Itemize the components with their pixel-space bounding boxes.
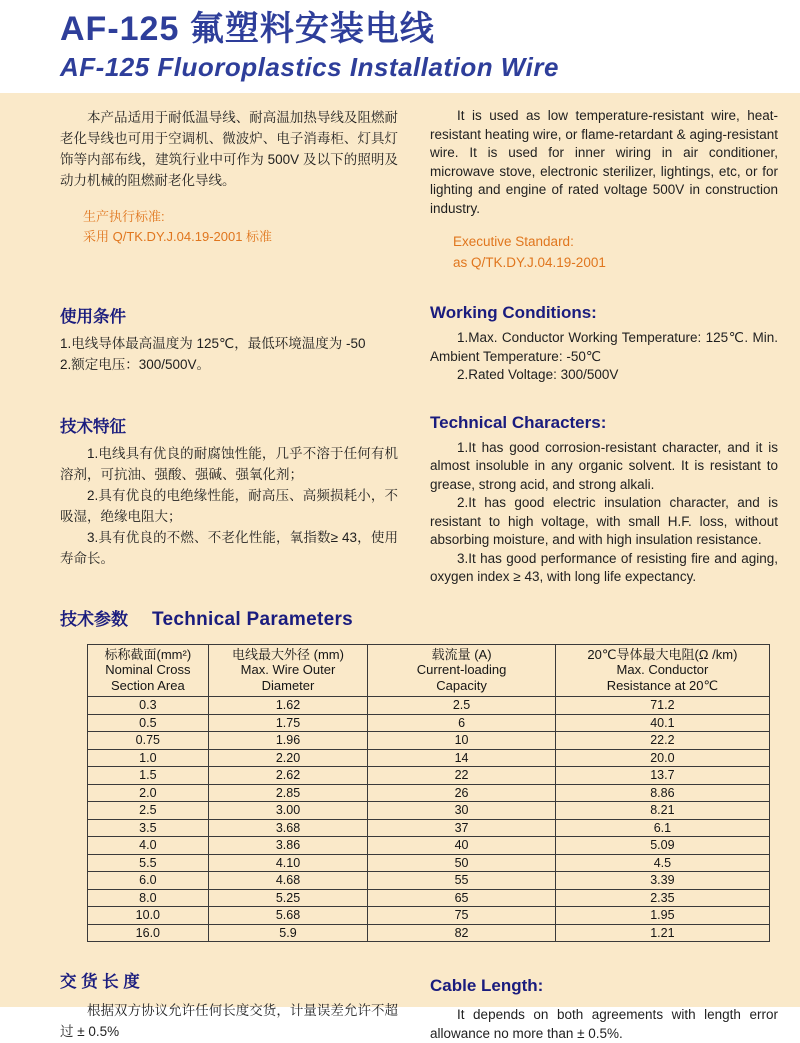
table-cell: 8.21 — [555, 802, 769, 820]
technical-characters-item-zh: 1.电线具有优良的耐腐蚀性能，几乎不溶于任何有机溶剂，可抗油、强酸、强碱、强氧化剂； — [60, 445, 398, 482]
working-conditions-en — [430, 303, 778, 385]
standard-label-en: Executive Standard: — [453, 234, 574, 249]
table-cell: 50 — [368, 854, 556, 872]
table-cell: 16.0 — [88, 924, 209, 942]
table-row — [88, 837, 770, 855]
intro-paragraph-zh: 本产品适用于耐低温导线、耐高温加热导线及阻燃耐老化导线也可用于空调机、微波炉、电子消毒柜、灯具灯饰等内部布线，建筑行业中可作为 500V 及以下的照明及动力机械的阻燃耐老化导线。 — [60, 110, 398, 188]
table-cell: 3.86 — [208, 837, 368, 855]
technical-characters-item-en: 3.It has good performance of resisting fire and aging, oxygen index ≥ 43, with long life expectancy. — [430, 550, 778, 584]
table-cell: 4.68 — [208, 872, 368, 890]
page-header — [0, 0, 800, 93]
working-conditions-section — [0, 303, 800, 385]
intro-en-column — [430, 107, 778, 273]
table-row — [88, 802, 770, 820]
table-cell: 3.5 — [88, 819, 209, 837]
technical-characters-heading-en: Technical Characters: — [430, 412, 607, 432]
table-cell: 65 — [368, 889, 556, 907]
standard-value-en: as Q/TK.DY.J.04.19-2001 — [453, 255, 606, 270]
cable-length-section — [0, 968, 800, 1043]
table-row — [88, 714, 770, 732]
table-cell: 10 — [368, 732, 556, 750]
technical-characters-item-en: 2.It has good electric insulation character, and is resistant to high voltage, with small H.F. loss, without absorbing moisture, and with high insulation resistance. — [430, 495, 778, 547]
page-title-zh: AF-125 氟塑料安装电线 — [60, 10, 435, 48]
working-conditions-item-en: 2.Rated Voltage: 300/500V — [457, 367, 619, 382]
parameters-table-header-row — [88, 644, 770, 697]
table-cell: 40.1 — [555, 714, 769, 732]
table-cell: 3.68 — [208, 819, 368, 837]
working-conditions-heading-zh: 使用条件 — [60, 308, 126, 326]
table-cell: 4.0 — [88, 837, 209, 855]
table-cell: 2.5 — [368, 697, 556, 715]
working-conditions-zh — [60, 303, 398, 375]
technical-characters-section — [0, 413, 800, 587]
cable-length-en — [430, 968, 778, 1043]
table-cell: 6.0 — [88, 872, 209, 890]
technical-characters-en — [430, 413, 778, 587]
table-cell: 5.09 — [555, 837, 769, 855]
table-cell: 1.95 — [555, 907, 769, 925]
table-cell: 26 — [368, 784, 556, 802]
technical-parameters-heading — [60, 605, 800, 631]
table-cell: 30 — [368, 802, 556, 820]
table-row — [88, 819, 770, 837]
table-header-cell: 电线最大外径 (mm) Max. Wire Outer Diameter — [208, 644, 368, 697]
table-cell: 8.0 — [88, 889, 209, 907]
cable-length-heading-zh: 交 货 长 度 — [60, 973, 140, 991]
executive-standard-en — [453, 231, 778, 273]
table-cell: 1.5 — [88, 767, 209, 785]
table-row — [88, 767, 770, 785]
table-cell: 2.5 — [88, 802, 209, 820]
table-cell: 20.0 — [555, 749, 769, 767]
table-cell: 55 — [368, 872, 556, 890]
table-cell: 40 — [368, 837, 556, 855]
table-cell: 4.5 — [555, 854, 769, 872]
cable-length-text-en: It depends on both agreements with length error allowance no more than ± 0.5%. — [430, 1007, 778, 1041]
technical-parameters-table — [87, 644, 770, 943]
table-cell: 5.68 — [208, 907, 368, 925]
table-cell: 1.0 — [88, 749, 209, 767]
table-cell: 0.3 — [88, 697, 209, 715]
table-cell: 0.75 — [88, 732, 209, 750]
standard-label-zh: 生产执行标准: — [83, 209, 165, 224]
technical-characters-heading-zh: 技术特征 — [60, 417, 126, 436]
intro-section — [0, 107, 800, 273]
table-cell: 8.86 — [555, 784, 769, 802]
table-cell: 5.25 — [208, 889, 368, 907]
table-row — [88, 784, 770, 802]
intro-paragraph-en: It is used as low temperature-resistant wire, heat-resistant heating wire, or flame-retardant & aging-resistant wire. It is used for inner wiring in air conditioner, microwave stove, electronic sterilizer, lightings, etc, or for lighting and engine of rated voltage 500V in construction industry. — [430, 108, 778, 216]
table-cell: 1.62 — [208, 697, 368, 715]
table-cell: 71.2 — [555, 697, 769, 715]
page-content — [0, 93, 800, 1041]
intro-zh-column — [60, 107, 398, 247]
page-title-en: AF-125 Fluoroplastics Installation Wire — [60, 52, 559, 82]
executive-standard-zh — [83, 207, 398, 247]
table-row — [88, 889, 770, 907]
table-cell: 2.35 — [555, 889, 769, 907]
table-cell: 4.10 — [208, 854, 368, 872]
table-cell: 2.62 — [208, 767, 368, 785]
table-cell: 10.0 — [88, 907, 209, 925]
table-cell: 3.00 — [208, 802, 368, 820]
table-cell: 6.1 — [555, 819, 769, 837]
technical-characters-item-en: 1.It has good corrosion-resistant character, and it is almost insoluble in any organic solvent. It is resistant to grease, strong acid, and strong alkali. — [430, 439, 778, 492]
technical-characters-item-zh: 3.具有优良的不燃、不老化性能，氧指数≥ 43，使用寿命长。 — [60, 529, 398, 566]
working-conditions-heading-en: Working Conditions: — [430, 303, 597, 322]
table-cell: 2.85 — [208, 784, 368, 802]
table-header-cell: 20℃导体最大电阻(Ω /km) Max. Conductor Resistance at 20℃ — [555, 644, 769, 697]
cable-length-heading-en: Cable Length: — [430, 976, 544, 995]
table-header-cell: 载流量 (A) Current-loading Capacity — [368, 644, 556, 697]
table-cell: 2.20 — [208, 749, 368, 767]
table-cell: 0.5 — [88, 714, 209, 732]
table-cell: 14 — [368, 749, 556, 767]
table-row — [88, 854, 770, 872]
cable-length-text-zh: 根据双方协议允许任何长度交货，计量误差允许不超过 ± 0.5% — [60, 1003, 398, 1039]
standard-value-zh: 采用 Q/TK.DY.J.04.19-2001 标准 — [83, 229, 273, 244]
table-cell: 37 — [368, 819, 556, 837]
parameters-table-body — [88, 697, 770, 942]
table-cell: 1.75 — [208, 714, 368, 732]
technical-characters-zh — [60, 413, 398, 569]
table-cell: 22.2 — [555, 732, 769, 750]
table-cell: 1.96 — [208, 732, 368, 750]
table-row — [88, 697, 770, 715]
table-row — [88, 749, 770, 767]
technical-characters-item-zh: 2.具有优良的电绝缘性能，耐高压、高频损耗小，不吸湿，绝缘电阻大； — [60, 487, 398, 524]
cable-length-zh — [60, 968, 398, 1042]
table-cell: 5.5 — [88, 854, 209, 872]
technical-parameters-heading-en: Technical Parameters — [152, 608, 354, 630]
table-row — [88, 907, 770, 925]
table-row — [88, 924, 770, 942]
table-cell: 1.21 — [555, 924, 769, 942]
table-row — [88, 872, 770, 890]
table-header-cell: 标称截面(mm²) Nominal Cross Section Area — [88, 644, 209, 697]
working-conditions-item-zh: 2.额定电压：300/500V。 — [60, 357, 211, 372]
table-cell: 6 — [368, 714, 556, 732]
table-cell: 3.39 — [555, 872, 769, 890]
working-conditions-item-en: 1.Max. Conductor Working Temperature: 125℃. Min. Ambient Temperature: -50℃ — [430, 330, 778, 364]
table-cell: 2.0 — [88, 784, 209, 802]
table-cell: 82 — [368, 924, 556, 942]
table-cell: 13.7 — [555, 767, 769, 785]
table-cell: 22 — [368, 767, 556, 785]
working-conditions-item-zh: 1.电线导体最高温度为 125℃，最低环境温度为 -50 — [60, 336, 366, 351]
table-cell: 5.9 — [208, 924, 368, 942]
technical-parameters-heading-zh: 技术参数 — [60, 609, 128, 629]
table-cell: 75 — [368, 907, 556, 925]
table-row — [88, 732, 770, 750]
